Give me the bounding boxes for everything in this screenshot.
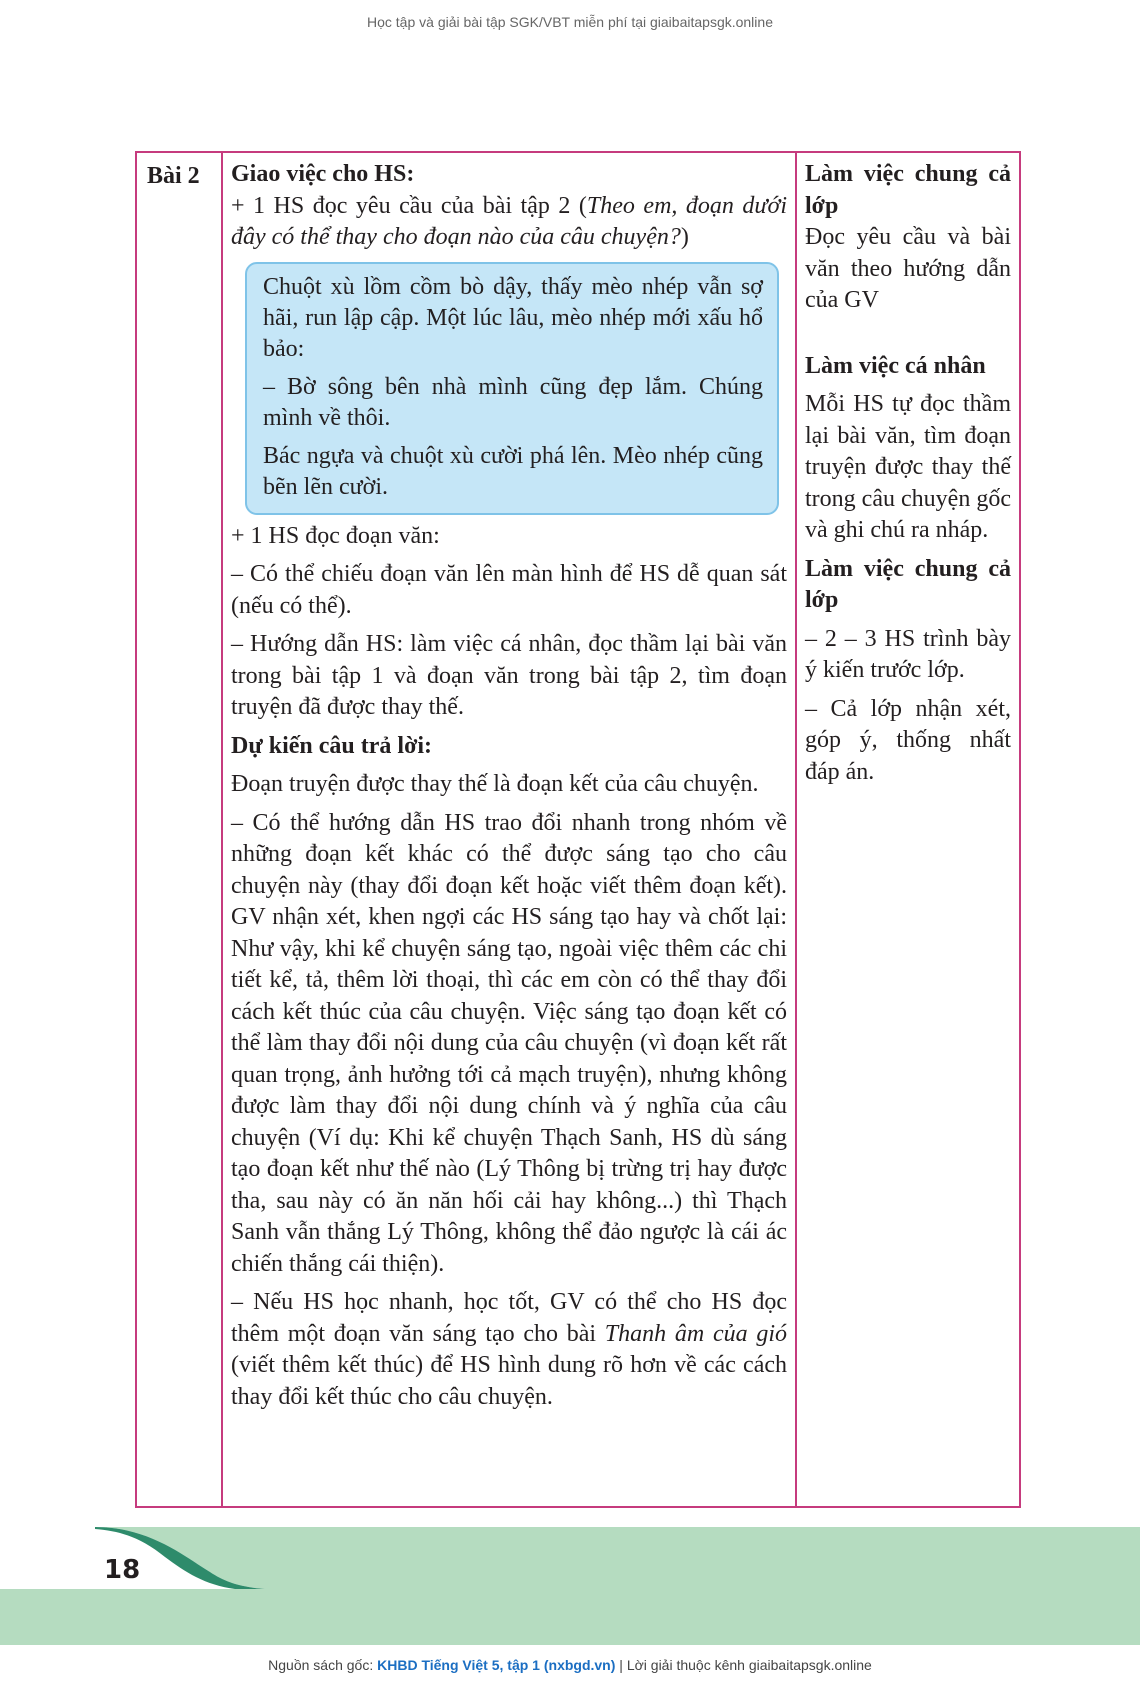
extra-prefix: – Nếu HS học nhanh, học tốt, GV có thể cho HS đọc thêm một đoạn văn sáng tạo cho bài [231, 1289, 787, 1347]
page-number: 18 [104, 1555, 141, 1585]
answer-heading: Dự kiến câu trả lời: [231, 732, 433, 759]
student-activities-cell [796, 152, 1020, 1507]
extra-reading-note [231, 1287, 787, 1413]
step-read-paragraph: + 1 HS đọc đoạn văn: [231, 522, 440, 549]
note-guide-students: – Hướng dẫn HS: làm việc cá nhân, đọc thầm lại bài văn trong bài tập 1 và đoạn văn trong bài tập 2, tìm đoạn truyện đã được thay thế. [231, 631, 787, 720]
exercise-instruction [231, 191, 787, 254]
table-row [136, 152, 1020, 1507]
student-text-3a: – 2 – 3 HS trình bày ý kiến trước lớp. [805, 625, 1011, 683]
teacher-activities-cell [222, 152, 796, 1507]
exercise-label: Bài 2 [136, 152, 222, 1507]
student-text-1: Đọc yêu cầu và bài văn theo hướng dẫn của GV [805, 224, 1011, 313]
student-heading-3: Làm việc chung cả lớp [805, 555, 1011, 613]
student-heading-2: Làm việc cá nhân [805, 352, 986, 379]
teacher-title: Giao việc cho HS: [231, 161, 415, 187]
note-project-screen: – Có thể chiếu đoạn văn lên màn hình để HS dễ quan sát (nếu có thể). [231, 561, 787, 619]
instruction-suffix: ) [680, 224, 689, 250]
instruction-prefix: + 1 HS đọc yêu cầu của bài tập 2 ( [231, 192, 587, 219]
quote-paragraph-1: Chuột xù lồm cồm bò dậy, thấy mèo nhép vẫn sợ hãi, run lập cập. Một lúc lâu, mèo nhép mới xấu hổ bảo: [263, 273, 763, 362]
instruction-question: Theo em, đoạn dưới đây có thể thay cho đoạn nào của câu chuyện? [231, 192, 787, 250]
source-suffix: | Lời giải thuộc kênh giaibaitapsgk.online [615, 1657, 872, 1673]
footer-wave-decoration [0, 1527, 1140, 1597]
student-heading-1: Làm việc chung cả lớp [805, 161, 1011, 219]
expected-answer: Đoạn truyện được thay thế là đoạn kết của câu chuyện. [231, 771, 759, 797]
quote-paragraph-2: – Bờ sông bên nhà mình cũng đẹp lắm. Chúng mình về thôi. [263, 373, 763, 431]
story-quote-box [245, 262, 779, 515]
page-header-note: Học tập và giải bài tập SGK/VBT miễn phí tại giaibaitapsgk.online [367, 14, 773, 30]
spacer [805, 317, 1011, 351]
quote-paragraph-3: Bác ngựa và chuột xù cười phá lên. Mèo nhép cũng bẽn lẽn cười. [263, 442, 763, 500]
discussion-guidance: – Có thể hướng dẫn HS trao đổi nhanh trong nhóm về những đoạn kết khác có thể được sáng tạo cho câu chuyện này (thay đổi đoạn kết hoặc viết thêm đoạn kết). GV nhận xét, khen ngợi các HS sáng tạo hay và chốt lại: Như vậy, khi kể chuyện sáng tạo, ngoài việc thêm các chi tiết kể, tả, thêm lời thoại, thì các em còn có thể thay đổi cách kết thúc của câu chuyện. Việc sáng tạo đoạn kết có thể làm thay đổi nội dung của câu chuyện (vì đoạn kết rất quan trọng, ảnh hưởng tới cả mạch truyện), nhưng không được làm thay đổi nội dung chính và ý nghĩa của câu chuyện (Ví dụ: Khi kể chuyện Thạch Sanh, HS dù sáng tạo đoạn kết như thế nào (Lý Thông bị trừng trị hay được tha, sau này có ăn năn hối cải hay không...) thì Thạch Sanh vẫn thắng Lý Thông, không thể đảo ngược là cái ác chiến thắng cái thiện). [231, 809, 787, 1277]
extra-story-title: Thanh âm của gió [604, 1320, 787, 1347]
extra-suffix: (viết thêm kết thúc) để HS hình dung rõ hơn về các cách thay đổi kết thúc cho câu chuyện. [231, 1352, 787, 1410]
source-prefix: Nguồn sách gốc: [268, 1657, 378, 1673]
source-book-link[interactable]: KHBD Tiếng Việt 5, tập 1 (nxbgd.vn) [377, 1657, 616, 1673]
student-text-3b: – Cả lớp nhận xét, góp ý, thống nhất đáp án. [805, 695, 1011, 785]
lesson-plan-table [135, 151, 1021, 1508]
source-note [0, 1657, 1140, 1673]
student-text-2: Mỗi HS tự đọc thầm lại bài văn, tìm đoạn truyện được thay thế trong câu chuyện gốc và ghi chú ra nháp. [805, 391, 1011, 543]
